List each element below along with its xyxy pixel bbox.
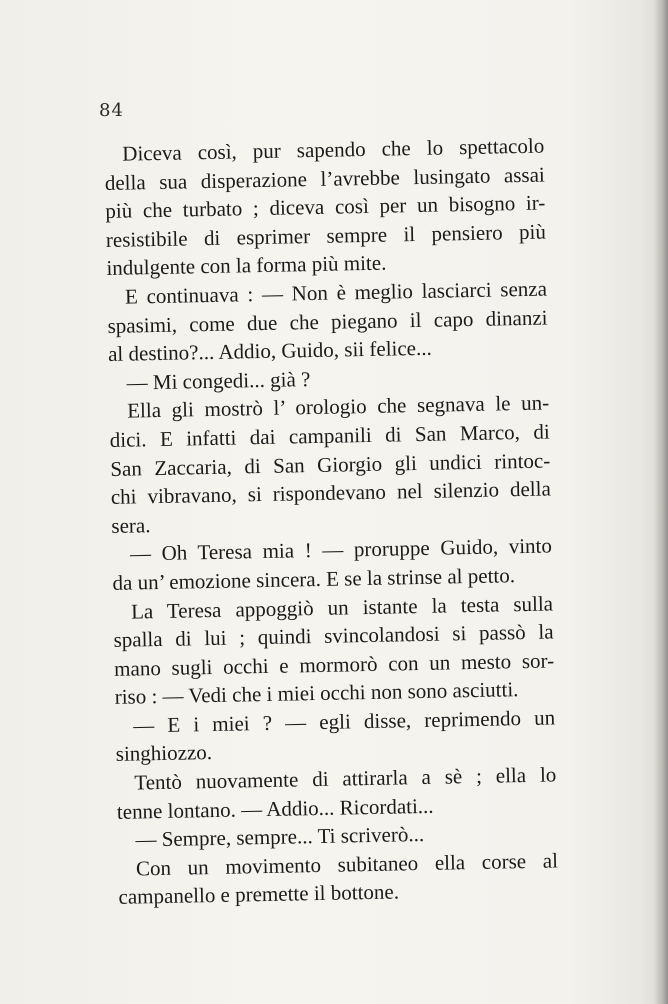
text-line: da un’ emozione sincera. E se la strinse al petto. bbox=[112, 563, 516, 595]
text-line: Ella gli mostrò l’ orologio che segnava le un- bbox=[126, 390, 550, 423]
text-line: riso : — Vedi che i miei occhi non sono asciutti. bbox=[114, 677, 519, 710]
text-line: San Zaccaria, di San Giorgio gli undici rintoc- bbox=[110, 448, 551, 481]
text-line: al destino?... Addio, Guido, sii felice... bbox=[107, 335, 432, 367]
text-line: singhiozzo. bbox=[115, 740, 213, 767]
text-line: spasimi, come due che piegano il capo dinanzi bbox=[107, 305, 548, 338]
text-line: sera. bbox=[111, 512, 151, 538]
text-line: E continuava : — Non è meglio lasciarci senza bbox=[124, 276, 548, 309]
text-line: resistibile di esprimer sempre il pensiero più bbox=[105, 219, 547, 252]
text-line: spalla di lui ; quindi svincolandosi si passò la bbox=[113, 619, 554, 652]
body-text bbox=[104, 132, 559, 912]
text-line: Diceva così, pur sapendo che lo spettacolo bbox=[122, 133, 545, 166]
text-line: — E i miei ? — egli disse, reprimendo un bbox=[133, 705, 556, 738]
page-gutter-shadow bbox=[654, 0, 668, 1004]
text-line: della sua disperazione l’avrebbe lusingato assai bbox=[104, 162, 545, 195]
text-line: — Oh Teresa mia ! — proruppe Guido, vinto bbox=[129, 533, 553, 566]
text-line: mano sugli occhi e mormorò con un mesto sor- bbox=[113, 648, 555, 681]
text-line: La Teresa appoggiò un istante la testa sulla bbox=[130, 590, 554, 624]
text-line: dici. E infatti dai campanili di San Marco, di bbox=[109, 419, 550, 452]
text-line: Tentò nuovamente di attirarla a sè ; ella lo bbox=[134, 762, 557, 795]
text-line: campanello e premette il bottone. bbox=[118, 879, 400, 910]
text-line: Con un movimento subitaneo ella corse al bbox=[135, 848, 559, 881]
text-line: — Sempre, sempre... Ti scriverò... bbox=[135, 822, 425, 852]
text-line: tenne lontano. — Addio... Ricordati... bbox=[116, 793, 434, 824]
text-line: chi vibravano, si rispondevano nel silenzio della bbox=[110, 476, 552, 510]
text-line: indulgente con la forma più mite. bbox=[106, 250, 387, 281]
text-line: più che turbato ; diceva così per un bisogno ir- bbox=[105, 190, 546, 224]
text-line: — Mi congedi... già ? bbox=[126, 366, 311, 395]
page-number: 84 bbox=[99, 100, 124, 121]
